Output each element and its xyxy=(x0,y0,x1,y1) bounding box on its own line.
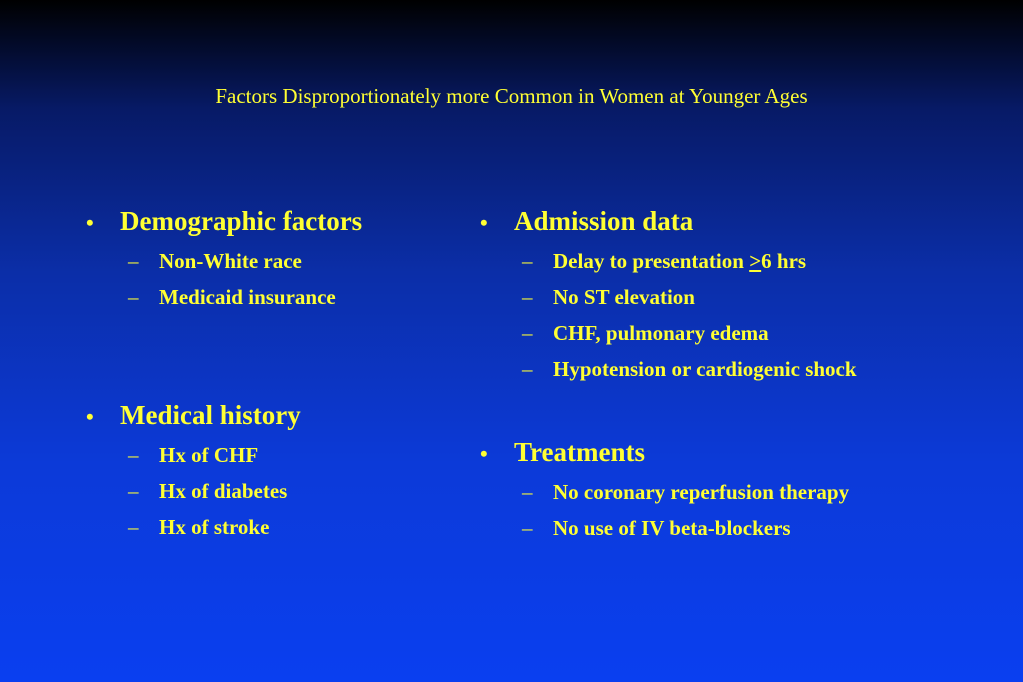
group-heading xyxy=(86,395,466,437)
item-label: No use of IV beta-blockers xyxy=(553,516,791,540)
item-label: Hx of CHF xyxy=(159,443,259,467)
heading-label: Medical history xyxy=(120,400,301,430)
item-text-after: 6 hrs xyxy=(761,249,807,273)
group-heading xyxy=(86,201,466,243)
greater-or-equal-symbol: > xyxy=(749,249,762,273)
list-item xyxy=(480,510,940,546)
item-label: Hypotension or cardiogenic shock xyxy=(553,357,857,381)
list-item xyxy=(86,243,466,279)
item-label: No coronary reperfusion therapy xyxy=(553,480,850,504)
bullet-icon: • xyxy=(480,441,488,466)
list-item xyxy=(86,279,466,315)
treatments-group xyxy=(480,432,940,546)
item-text-before: Delay to presentation xyxy=(553,249,750,273)
heading-label: Treatments xyxy=(514,437,645,467)
item-label xyxy=(553,243,806,279)
dash-icon: – xyxy=(128,515,139,539)
item-label: Hx of stroke xyxy=(159,515,270,539)
list-item xyxy=(480,351,940,387)
medical-history-group xyxy=(86,395,466,545)
item-label: Non-White race xyxy=(159,249,302,273)
list-item xyxy=(480,315,940,351)
bullet-icon: • xyxy=(86,210,94,235)
demographic-factors-group xyxy=(86,201,466,315)
item-label: CHF, pulmonary edema xyxy=(553,321,769,345)
group-spacer xyxy=(480,387,940,432)
group-heading xyxy=(480,432,940,474)
heading-label: Admission data xyxy=(514,206,694,236)
dash-icon: – xyxy=(522,357,533,381)
item-label: Hx of diabetes xyxy=(159,479,288,503)
right-column xyxy=(480,201,940,546)
dash-icon: – xyxy=(522,249,533,273)
list-item xyxy=(86,473,466,509)
list-item xyxy=(480,279,940,315)
sub-list xyxy=(86,437,466,545)
dash-icon: – xyxy=(128,249,139,273)
heading-label: Demographic factors xyxy=(120,206,363,236)
list-item xyxy=(86,437,466,473)
slide-title: Factors Disproportionately more Common in Women at Younger Ages xyxy=(215,84,808,108)
admission-data-group xyxy=(480,201,940,387)
sub-list xyxy=(480,474,940,546)
left-column xyxy=(86,201,466,545)
sub-list xyxy=(86,243,466,315)
dash-icon: – xyxy=(522,516,533,540)
dash-icon: – xyxy=(522,480,533,504)
bullet-icon: • xyxy=(86,404,94,429)
list-item xyxy=(480,243,940,279)
list-item xyxy=(86,509,466,545)
group-spacer xyxy=(86,315,466,395)
list-item xyxy=(480,474,940,510)
dash-icon: – xyxy=(522,285,533,309)
item-label: Medicaid insurance xyxy=(159,285,336,309)
group-heading xyxy=(480,201,940,243)
item-label: No ST elevation xyxy=(553,285,695,309)
dash-icon: – xyxy=(128,285,139,309)
dash-icon: – xyxy=(522,321,533,345)
dash-icon: – xyxy=(128,443,139,467)
bullet-icon: • xyxy=(480,210,488,235)
sub-list xyxy=(480,243,940,387)
dash-icon: – xyxy=(128,479,139,503)
